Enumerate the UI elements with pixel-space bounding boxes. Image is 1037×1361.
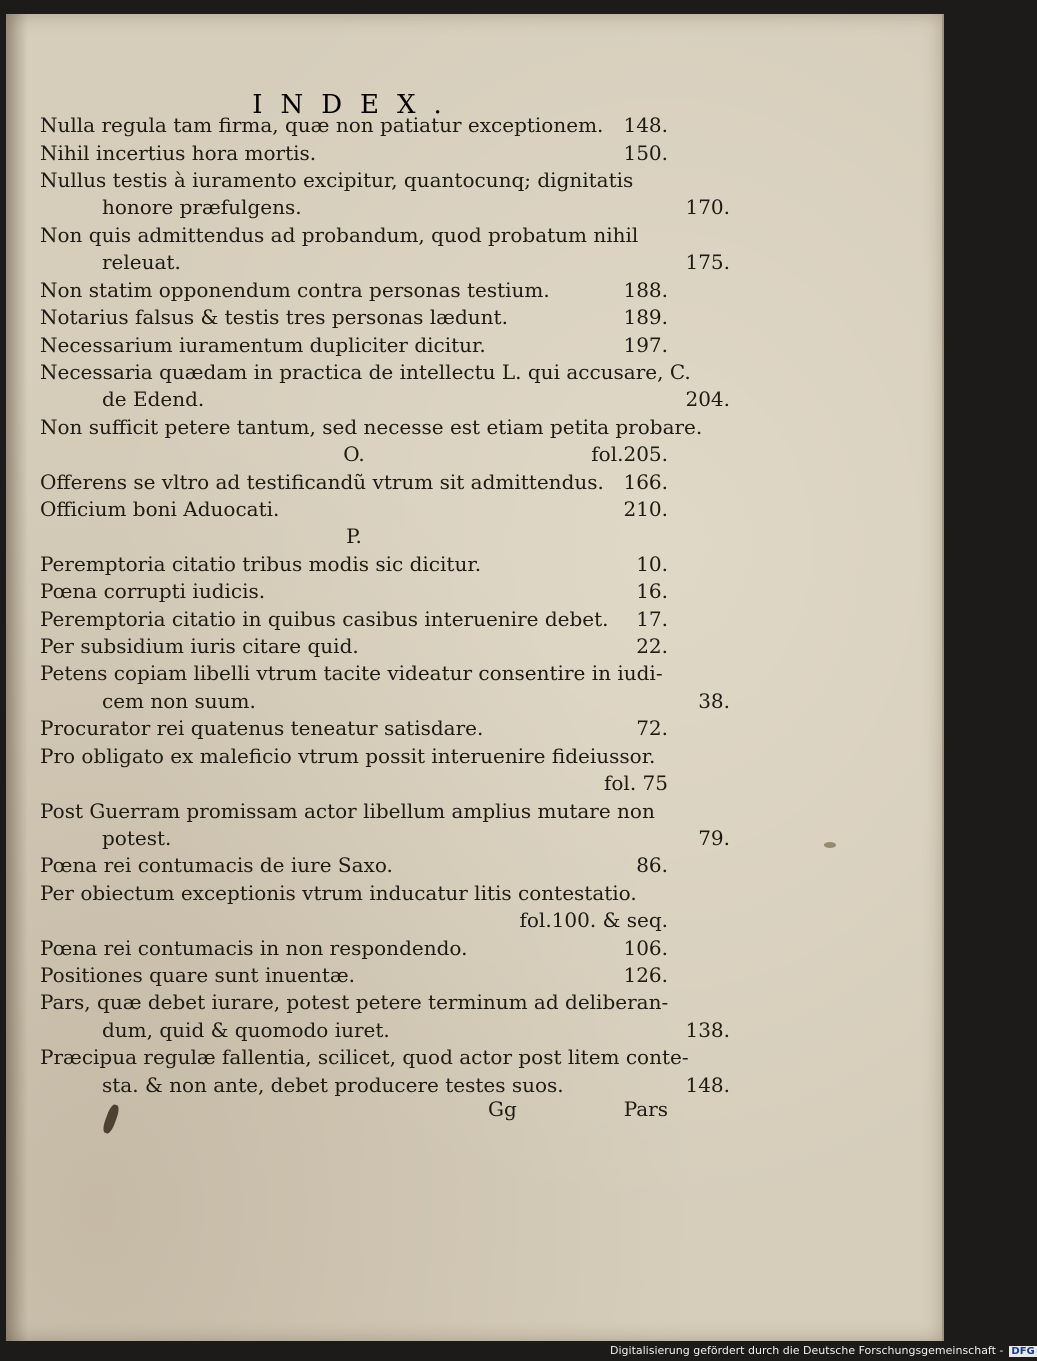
credit-text: Digitalisierung gefördert durch die Deutsche Forschungsgemeinschaft - <box>610 1344 1004 1357</box>
entry-text: Officium boni Aduocati. <box>40 497 280 521</box>
paper-speck <box>824 842 836 848</box>
index-entry <box>40 140 668 167</box>
entry-page: 166. <box>623 470 668 494</box>
index-entry <box>40 743 668 770</box>
index-entry-continuation <box>40 194 730 221</box>
index-entry-continuation <box>40 688 730 715</box>
entry-page: 148. <box>685 1073 730 1097</box>
entry-text: Peremptoria citatio tribus modis sic dicitur. <box>40 552 482 576</box>
entry-page: fol. 75 <box>603 771 668 795</box>
index-entry-continuation <box>40 249 730 276</box>
index-entry <box>40 880 668 907</box>
entry-text: Positiones quare sunt inuentæ. <box>40 963 356 987</box>
entry-text: Necessaria quædam in practica de intellectu L. qui accusare, C. <box>40 360 691 384</box>
catchword: Pars <box>623 1097 668 1121</box>
entry-page: 79. <box>698 826 730 850</box>
entry-text: Pars, quæ debet iurare, potest petere terminum ad deliberan- <box>40 990 669 1014</box>
ink-stain <box>101 1103 121 1135</box>
page-gutter-shadow <box>6 14 28 1341</box>
index-entry <box>40 469 668 496</box>
entry-page: 150. <box>623 141 668 165</box>
entry-page: 10. <box>636 552 668 576</box>
entry-text: Necessarium iuramentum dupliciter dicitur. <box>40 333 486 357</box>
index-entry <box>40 606 668 633</box>
digitization-credit <box>610 1344 1037 1357</box>
entry-page: 148. <box>623 113 668 137</box>
entry-page: 126. <box>623 963 668 987</box>
entry-page: 188. <box>623 278 668 302</box>
index-entry-continuation <box>40 1017 730 1044</box>
index-entry-continuation <box>40 386 730 413</box>
entry-text: de Edend. <box>102 387 205 411</box>
entry-text: sta. & non ante, debet producere testes suos. <box>102 1073 564 1097</box>
index-entry <box>40 578 668 605</box>
entry-page: 138. <box>685 1018 730 1042</box>
index-entry-continuation <box>40 825 730 852</box>
index-entry <box>40 112 668 139</box>
index-entry <box>40 633 668 660</box>
entry-text: Post Guerram promissam actor libellum amplius mutare non <box>40 799 655 823</box>
index-entry <box>40 496 668 523</box>
signature-mark: Gg <box>488 1097 517 1121</box>
entry-page: 197. <box>623 333 668 357</box>
entry-page: 210. <box>623 497 668 521</box>
entry-page: 16. <box>636 579 668 603</box>
dfg-logo: DFG <box>1011 1345 1035 1357</box>
entry-text: Non statim opponendum contra personas testium. <box>40 278 550 302</box>
index-entry <box>40 989 668 1016</box>
book-page <box>6 14 944 1341</box>
entry-page: 204. <box>685 387 730 411</box>
entry-text: Præcipua regulæ fallentia, scilicet, quod actor post litem conte- <box>40 1045 689 1069</box>
entry-text: Pœna rei contumacis de iure Saxo. <box>40 853 393 877</box>
entry-page: 72. <box>636 716 668 740</box>
index-entry <box>40 222 668 249</box>
entry-page: 38. <box>698 689 730 713</box>
entry-page: 106. <box>623 936 668 960</box>
entry-page: fol.100. & seq. <box>519 908 668 932</box>
entry-page: 17. <box>636 607 668 631</box>
index-entry <box>40 798 668 825</box>
entry-text: Notarius falsus & testis tres personas lædunt. <box>40 305 508 329</box>
entry-text: Non quis admittendus ad probandum, quod probatum nihil <box>40 223 639 247</box>
entry-text: cem non suum. <box>102 689 256 713</box>
entry-text: Nullus testis à iuramento excipitur, quantocunq; dignitatis <box>40 168 634 192</box>
entry-text: releuat. <box>102 250 181 274</box>
index-entry <box>40 715 668 742</box>
index-entry <box>40 1044 689 1071</box>
entry-page: fol.205. <box>591 442 668 466</box>
entry-text: potest. <box>102 826 172 850</box>
section-letter-p: P. <box>346 524 362 548</box>
entry-text: Nihil incertius hora mortis. <box>40 141 317 165</box>
entry-page: 175. <box>685 250 730 274</box>
index-entry <box>40 962 668 989</box>
entry-page: 170. <box>685 195 730 219</box>
entry-page: 86. <box>636 853 668 877</box>
entry-text: Nulla regula tam firma, quæ non patiatur exceptionem. <box>40 113 604 137</box>
entry-text: Procurator rei quatenus teneatur satisdare. <box>40 716 484 740</box>
index-entry <box>40 551 668 578</box>
page-heading: INDEX. <box>252 90 460 120</box>
index-entry <box>40 332 668 359</box>
section-letter-o: O. <box>343 442 365 466</box>
entry-text: Pœna corrupti iudicis. <box>40 579 266 603</box>
entry-text: dum, quid & quomodo iuret. <box>102 1018 390 1042</box>
entry-text: Offerens se vltro ad testificandũ vtrum sit admittendus. <box>40 470 604 494</box>
entry-page: 22. <box>636 634 668 658</box>
entry-text: Non sufficit petere tantum, sed necesse est etiam petita probare. <box>40 415 703 439</box>
index-entry <box>40 935 668 962</box>
index-entry <box>40 167 668 194</box>
entry-text: Pro obligato ex maleficio vtrum possit interuenire fideiussor. <box>40 744 656 768</box>
entry-text: Per subsidium iuris citare quid. <box>40 634 359 658</box>
index-entry <box>40 277 668 304</box>
index-entry <box>40 414 703 441</box>
index-entry <box>40 852 668 879</box>
entry-text: Per obiectum exceptionis vtrum inducatur litis contestatio. <box>40 881 637 905</box>
entry-page: 189. <box>623 305 668 329</box>
entry-text: Pœna rei contumacis in non respondendo. <box>40 936 468 960</box>
index-entry <box>40 359 691 386</box>
entry-text: honore præfulgens. <box>102 195 302 219</box>
entry-text: Petens copiam libelli vtrum tacite videatur consentire in iudi- <box>40 661 663 685</box>
index-entry <box>40 304 668 331</box>
entry-text: Peremptoria citatio in quibus casibus interuenire debet. <box>40 607 609 631</box>
index-entry <box>40 660 668 687</box>
